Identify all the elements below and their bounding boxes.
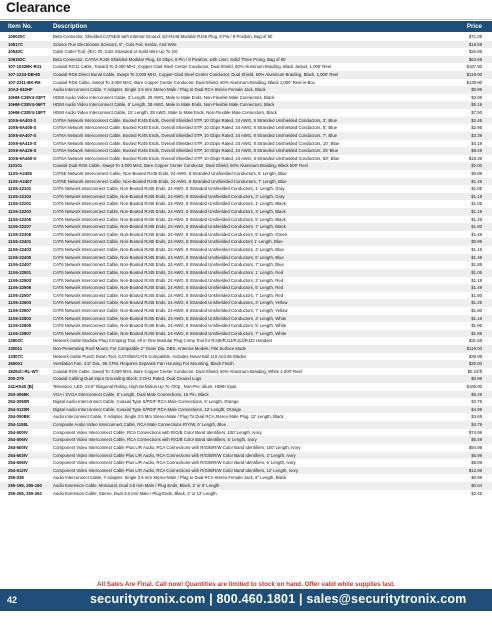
item-number: 130011: [8, 345, 23, 351]
item-number: 11X6-22305: [8, 231, 32, 237]
item-number: 11X6-22505: [8, 285, 32, 291]
item-price: $0.99: [471, 376, 482, 382]
item-number: 254-0120R: [8, 406, 30, 412]
item-number: 11X6-22603: [8, 300, 32, 306]
item-description: CAT6 Network Interconnect Cable, Non-Booted RJ45 Ends, 24 AWG, 8 Stranded Unshielded Conductors, 5' Length, Red: [53, 285, 284, 291]
table-row: [0, 330, 492, 338]
item-price: $1.89: [471, 330, 482, 336]
item-price: $119.00: [466, 345, 482, 351]
item-price: $5.49: [471, 437, 482, 443]
item-number: 254-0060R: [8, 399, 30, 405]
item-number: 254-506IV: [8, 437, 28, 443]
item-description: Component Video Interconnect Cable Plus L/R Audio, RCA Connections with R/G/B/R/W Color Band Identifiers, 12' Length, Ivory: [53, 467, 299, 473]
table-row: [0, 444, 492, 452]
table-row: [0, 48, 492, 56]
item-description: Network Cable Modular Plug Crimping Tool, All in One Modular Plug Crimp Tool for RJ45/RJ11/RJ12/RJ22 Handset: [53, 338, 273, 344]
table-row: [0, 261, 492, 269]
item-number: 11X6-22203: [8, 209, 32, 215]
item-number: 11X5-A2407: [8, 178, 32, 184]
item-number: 254-1158L: [8, 422, 29, 428]
item-number: 10X6-6A450-S: [8, 155, 37, 161]
table-row: [0, 101, 492, 109]
item-number: 11X6-22507: [8, 292, 32, 298]
item-description: Component Video Interconnect Cable, RCA Connections with R/G/B Color Band Identifiers, 100' Length, Ivory: [53, 429, 262, 435]
footer-contact: securitytronix.com | 800.460.1801 | sales@securitytronix.com: [90, 592, 467, 606]
item-description: Audio Interconnect Cable, Y Adapter, Single 3.5 Mm Stereo Male / Plug To Dual RCA Stereo Male Plug, 12' Length, Black: [53, 414, 284, 420]
table-row: [0, 155, 492, 163]
item-description: Coaxial RG11 Cable, Toward To 3,000 MHz, Copper-Clad Steel Center Conductor, Dual Shield, 60% Aluminum Braiding, Black Jacket, 1,000' Reel: [53, 64, 332, 70]
table-row: [0, 238, 492, 246]
item-number: 254-600IV: [8, 444, 28, 450]
item-number: 10X6-6A405-S: [8, 125, 37, 131]
item-description: CAT6 Network Interconnect Cable, Non-Booted RJ45 Ends, 24 AWG, 8 Stranded Unshielded Conductors, 1' Length, Black: [53, 201, 286, 207]
item-description: CAT6 Network Interconnect Cable, Non-Booted RJ45 Ends, 24 AWG, 8 Stranded Unshielded Conductors, 3' Length, Blue: [53, 247, 284, 253]
table-row: [0, 147, 492, 155]
item-price: $63.69: [468, 56, 482, 62]
table-row: [0, 360, 492, 368]
item-description: CAT6 Network Interconnect Cable, Non-Booted RJ45 Ends, 24 AWG, 8 Stranded Unshielded Conductors, 3' Length, White: [53, 315, 287, 321]
item-price: $15.39: [468, 155, 482, 161]
item-price: $2.00: [471, 163, 482, 169]
table-row: [0, 383, 492, 391]
item-description: CAT6A Network Interconnect Cable, Booted RJ45 Ends, Overall Shielded STP, 10 Gbps Rated, 24 AWG, 8 Stranded Unshielded Conductors, 10', Blue: [53, 140, 340, 146]
item-price: $94.99: [468, 444, 482, 450]
item-number: 10X6-6A410-S: [8, 140, 37, 146]
item-number: 11X6-22205: [8, 216, 32, 222]
item-description: CAT6 Network Interconnect Cable, Non-Booted RJ45 Ends, 24 AWG, 8 Stranded Unshielded Conductors 1' Length, Blue: [53, 239, 283, 245]
item-price: $4.19: [471, 140, 482, 146]
item-price: $1.19: [471, 247, 482, 253]
table-row: [0, 132, 492, 140]
item-price: $1.80: [471, 292, 482, 298]
item-description: Non-Penetrating Roof Mount, For Compatible 2" Outer Dia. DBS, Antenna Models, Flat Surface Mode: [53, 345, 247, 351]
item-price: $1.05: [471, 186, 482, 192]
item-description: CAT6 Network Interconnect Cable, Non-Booted RJ45 Ends, 24 AWG, 8 Stranded Unshielded Conductors, 7' Length, Black: [53, 224, 286, 230]
item-description: HDMI Audio Video Interconnect Cable, 6' Length, 28 AWG, Male to Male Ends, Non-Flexible Male Connectors, Black: [53, 102, 275, 108]
item-description: Digital Audio Interconnect Cable, Coaxial Type S/PDIF RCA Male Connections, 12' Length, Orange: [53, 406, 241, 412]
item-description: Coaxial Cabling Dual Input Grounding Block; 3 GHz Rated, Dual Ground Lugs: [53, 376, 202, 382]
table-row: [0, 124, 492, 132]
table-row: [0, 79, 492, 87]
item-number: 11X6-22503: [8, 277, 32, 283]
item-price: $1.19: [471, 315, 482, 321]
table-row: [0, 353, 492, 361]
item-number: 253-3068K: [8, 391, 30, 397]
item-price: $4.99: [471, 406, 482, 412]
item-price: $18.59: [468, 41, 482, 47]
table-row: [0, 208, 492, 216]
table-row: [0, 436, 492, 444]
item-price: $0.64: [471, 482, 482, 488]
item-number: 107-1234-DB-65: [8, 72, 41, 78]
item-description: Coaxial Dual RG6 Cable, Swept To 3,000 MHz, Bare Copper Center Conductor, Dual Shield, 60% Aluminum Braiding, Black 500' Reel: [53, 163, 308, 169]
item-number: 106192C: [8, 56, 26, 62]
item-description: Coaxial RG6 Cable, Swept To 3,000 MHz, Bare Copper Center Conductor, Dual Shield, 60% Aluminum Braiding, White 1,000' Reel: [53, 368, 302, 374]
item-description: CAT6A Network Interconnect Cable, Booted RJ45 Ends, Overall Shielded STP, 10 Gbps Rated, 24 AWG, 8 Stranded Unshielded Conductors, 50', Blue: [53, 155, 340, 161]
item-number: 13307C: [8, 353, 24, 359]
item-price: $185.00: [466, 384, 482, 390]
item-price: $119.00: [466, 72, 482, 78]
item-price: $2.45: [471, 490, 482, 496]
table-row: [0, 284, 492, 292]
item-description: CAT6 Network Interconnect Cable, Non-Booted RJ45 Ends, 24 AWG, 8 Stranded Unshielded Conductors, 1' Length, Red: [53, 269, 284, 275]
item-number: 10517C: [8, 41, 24, 47]
item-number: 11X6-22207: [8, 224, 32, 230]
table-row: [0, 299, 492, 307]
item-number: 107-2311-BK-R6: [8, 79, 41, 85]
header-description: Description: [53, 23, 88, 30]
item-number: 11X6-22807: [8, 330, 32, 336]
item-number: 10HM-C28V4-03FT: [8, 94, 46, 100]
item-number: 110101: [8, 163, 23, 169]
item-number: 11X6-22403: [8, 247, 32, 253]
item-number: 254-612IV: [8, 467, 28, 473]
item-description: Audio Interconnect Cable, Y Adapter, Single 3.5 mm Stereo Male / Plug to Dual RCA Stereo Female Jack, Black: [53, 87, 266, 93]
item-description: Component Video Interconnect Cable, RCA Connections with R/G/B Color Band Identifiers, 6' Length, Ivory: [53, 437, 257, 443]
item-price: $1.89: [471, 262, 482, 268]
table-row: [0, 94, 492, 102]
item-price: $1.19: [471, 277, 482, 283]
item-price: $3.79: [471, 399, 482, 405]
table-row: [0, 185, 492, 193]
item-number: 10540C: [8, 49, 24, 55]
item-number: 10HM-C28V4-15FT: [8, 110, 46, 116]
table-row: [0, 315, 492, 323]
table-row: [0, 413, 492, 421]
item-description: CAT5E Network Interconnect Cable, Non-Booted RJ45 Ends, 24 AWG, 8 Stranded Unshielded Conductors, 5' Length, Blue: [53, 170, 287, 176]
item-description: CAT6A Network Interconnect Cable, Booted RJ45 Ends, Overall Shielded STP, 10 Gbps Rated, 24 AWG, 8 Stranded Unshielded Conductors, 25' Blue: [53, 148, 339, 154]
item-number: 18294C-RL-WT: [8, 368, 39, 374]
item-number: 24LHS40 (B): [8, 384, 34, 390]
item-number: 100020C: [8, 34, 26, 39]
table-row: [0, 178, 492, 186]
item-price: $12.99: [468, 467, 482, 473]
table-header: [0, 21, 492, 32]
table-row: [0, 467, 492, 475]
item-number: 255-255, 255-262: [8, 490, 42, 496]
item-description: HDMI Audio Video Interconnect Cable, 3' Length, 28 AWG, Male to Male Ends, Non-Flexible Male Connectors, Black: [53, 94, 275, 100]
table-row: [0, 337, 492, 345]
item-description: Cabe Cutter Tool, (IEC-20, Cuts Stranded or Solid Wire Up To 2/0: [53, 49, 178, 55]
item-price: $0.99: [471, 475, 482, 481]
item-price: $0.22/ft: [467, 368, 482, 374]
table-row: [0, 109, 492, 117]
table-row: [0, 482, 492, 490]
item-price: $39.99: [468, 353, 482, 359]
table-row: [0, 391, 492, 399]
item-description: CAT6 Network Interconnect Cable, Non-Booted RJ45 Ends, 24 AWG, 8 Stranded Unshielded Conductors, 7' Length, Yellow: [53, 307, 288, 313]
table-row: [0, 86, 492, 94]
sales-notice: All Sales Are Final. Call now! Quantities are limited to stock on hand. Offer valid while supplies last.: [97, 581, 395, 588]
item-price: $1.80: [471, 307, 482, 313]
item-description: Component Video Interconnect Cable Plus L/R Audio, RCA Connections with R/G/B/R/W Color Band Identifiers, 6' Length, Ivory: [53, 460, 296, 466]
item-number: 200-279: [8, 376, 24, 382]
table-row: [0, 307, 492, 315]
table-row: [0, 170, 492, 178]
footer-bar: [0, 589, 492, 611]
item-number: 10X6-6A425-S: [8, 148, 37, 154]
item-description: Component Video Interconnect Cable Plus L/R Audio, RCA Connections with R/G/B/R/W Color Band Identifiers, 100' Length, Ivory: [53, 444, 301, 450]
item-number: 11X6-22405: [8, 254, 32, 260]
table-row: [0, 41, 492, 49]
item-price: $2.95: [471, 125, 482, 131]
item-number: 11X6-22103: [8, 193, 32, 199]
page-number: 42: [7, 595, 18, 605]
item-price: $2.45: [471, 117, 482, 123]
header-item-no: Item No.: [8, 23, 33, 30]
item-number: 255-038: [8, 475, 24, 481]
item-number: 11X6-22607: [8, 307, 32, 313]
table-row: [0, 269, 492, 277]
table-row: [0, 246, 492, 254]
item-number: 10X6-6A403-S: [8, 117, 37, 123]
item-number: 11X6-22501: [8, 269, 32, 275]
item-price: $3.69: [471, 414, 482, 420]
item-description: CAT6A Network Interconnect Cable, Booted RJ45 Ends, Overall Shielded STP, 10 Gbps Rated, 24 AWG, 8 Stranded Unshielded Conductors, 7', Blue: [53, 132, 338, 138]
item-price: $74.99: [468, 429, 482, 435]
table-row: [0, 406, 492, 414]
item-number: 11X6-22101: [8, 186, 32, 192]
table-row: [0, 200, 492, 208]
item-description: Beta Connector, Shielded CAT5E/6 with Internal Ground, EZ-RJ45 Modular RJ45 Plug, 8 Pin / 8 Position, Bag of 50: [53, 34, 273, 39]
item-price: $1.80: [471, 224, 482, 230]
item-number: 11X6-22803: [8, 315, 32, 321]
item-description: Digital Audio Interconnect Cable, Coaxial Type S/PDIF RCA Male Connections, 6' Length, Orange: [53, 399, 239, 405]
item-number: 10A3-042HF: [8, 87, 33, 93]
table-row: [0, 345, 492, 353]
table-row: [0, 140, 492, 148]
table-row: [0, 474, 492, 482]
item-description: CAT6 Network Interconnect Cable, Non-Booted RJ45 Ends, 24 AWG, 8 Stranded Unshielded Conductors, 5' Length, Black: [53, 216, 286, 222]
item-number: 11X6-22407: [8, 262, 32, 268]
table-row: [0, 277, 492, 285]
table-row: [0, 63, 492, 71]
table-row: [0, 429, 492, 437]
item-number: 107-1032BK-R11: [8, 64, 42, 70]
table-row: [0, 322, 492, 330]
table-row: [0, 33, 492, 41]
item-description: VGA / SVGA Interconnect Cable, 6' Length, Dual Male Connections, 15 Pin, Black: [53, 391, 209, 397]
item-price: $3.95: [471, 94, 482, 100]
item-price: $8.49: [471, 148, 482, 154]
table-row: [0, 398, 492, 406]
item-price: $139.90: [466, 79, 482, 85]
item-number: 12503C: [8, 338, 24, 344]
table-row: [0, 421, 492, 429]
item-description: CAT6 Network Interconnect Cable, Non-Booted RJ45 Ends, 24 AWG, 8 Stranded Unshielded Conductors, 1' Length, Gray: [53, 186, 285, 192]
table-row: [0, 490, 492, 498]
item-description: CAT6 Network Interconnect Cable, Non-Booted RJ45 Ends, 24 AWG, 8 Stranded Unshielded Conductors, 5' Length, Blue: [53, 254, 284, 260]
table-row: [0, 368, 492, 376]
item-description: CAT6 Network Interconnect Cable, Non-Booted RJ45 Ends, 24 AWG, 8 Stranded Unshielded Conductors, 7' Length, White: [53, 330, 287, 336]
table-row: [0, 117, 492, 125]
table-row: [0, 162, 492, 170]
item-number: 254-606IV: [8, 460, 28, 466]
item-description: CAT6 Network Interconnect Cable, Non-Booted RJ45 Ends, 24 AWG, 8 Stranded Unshielded Conductors, 7' Length, Blue: [53, 262, 284, 268]
item-description: Audio Interconnect Cable, Y Adapter, Single 3.5 mm Stereo Male / Plug to Dual RCA Stereo Female Jack, 6" Length, Black: [53, 475, 287, 481]
item-description: CAT6A Network Interconnect Cable, Booted RJ45 Ends, Overall Shielded STP, 10 Gbps Rated, 24 AWG, 8 Stranded Unshielded Conductors, 3', Blue: [53, 117, 338, 123]
item-description: CAT6 Network Interconnect Cable, Non-Booted RJ45 Ends, 24 AWG, 8 Stranded Unshielded Conductors, 3' Length, Gray: [53, 193, 285, 199]
item-price: $0.99: [471, 87, 482, 93]
item-description: Component Video Interconnect Cable Plus L/R Audio, RCA Connections with R/G/B/R/W Color Band Identifiers, 3' Length, Ivory: [53, 452, 296, 458]
table-row: [0, 452, 492, 460]
item-price: $1.95: [471, 323, 482, 329]
table-row: [0, 459, 492, 467]
item-description: Audio Extension Cable, Monaural, Dual 3.5 mm Male / Plug Ends, Black, 2' or 6' Length: [53, 482, 220, 488]
table-row: [0, 71, 492, 79]
item-price: $1.49: [471, 216, 482, 222]
item-description: CAT6 Network Interconnect Cable, Non-Booted RJ45 Ends, 24 AWG, 8 Stranded Unshielded Conductors, 7' Length, Red: [53, 292, 284, 298]
item-description: Beta Connector, CAT6A RJ45 Shielded Modular Plug, 10 Gbps, 8 Pin / 8 Position, with Liner, Solid Three Prong, Bag of 50: [53, 56, 286, 62]
item-description: CAT6 Network Interconnect Cable, Non-Booted RJ45 Ends, 24 AWG, 8 Stranded Unshielded Conductors, 5' Length, White: [53, 323, 287, 329]
item-price: $1.49: [471, 254, 482, 260]
table-row: [0, 231, 492, 239]
item-number: 11X5-A2405: [8, 170, 32, 176]
item-price: $26.89: [468, 49, 482, 55]
table-row: [0, 193, 492, 201]
item-price: $5.29: [471, 391, 482, 397]
item-description: CAT6 Network Interconnect Cable, Non-Booted RJ45 Ends, 24 AWG, 8 Stranded Unshielded Conductors, 3' Length, Yellow: [53, 300, 288, 306]
item-price: $187.90: [466, 64, 482, 70]
item-price: $1.05: [471, 201, 482, 207]
item-number: 10X6-6A407-S: [8, 132, 37, 138]
item-description: Coaxial RG6 Cable, Swept To 3,000 MHz, Bare Copper Center Conductor, Dual Shield, 60% Aluminum Braiding, Black 1,000' Reel-in-Box: [53, 79, 316, 85]
header-price: Price: [466, 23, 482, 30]
clearance-table: [0, 33, 492, 497]
item-price: $30.00: [468, 361, 482, 367]
item-description: CAT6 Network Interconnect Cable, Non-Booted RJ45 Ends, 24 AWG, 8 Stranded Unshielded Conductors, 3' Length, Red: [53, 277, 284, 283]
item-number: 254-050BK: [8, 414, 30, 420]
item-price: $31.59: [468, 338, 482, 344]
item-price: $71.39: [468, 34, 482, 39]
item-number: 160001: [8, 361, 23, 367]
item-price: $1.05: [471, 269, 482, 275]
item-price: $8.89: [471, 460, 482, 466]
item-price: $5.19: [471, 102, 482, 108]
table-row: [0, 223, 492, 231]
table-row: [0, 56, 492, 64]
item-price: $1.19: [471, 209, 482, 215]
item-description: Television, LED, 23.6" Diagonal Rating, High Definition Up To 720p , Non-Pro: idium, HDMI Input: [53, 384, 237, 390]
page-title: Clearance: [6, 0, 71, 15]
item-number: 254-603IV: [8, 452, 28, 458]
item-description: Scissor Run Electricians Scissors, 5", Cuts Foil, Kevlar, And Wire: [53, 41, 177, 47]
item-description: Ventilation Fan, 4.5" Dia., 95 CFM, Requires Separate Fan Housing For Mounting, Black Finish: [53, 361, 234, 367]
table-row: [0, 292, 492, 300]
item-price: $1.49: [471, 285, 482, 291]
item-description: CAT5E Network Interconnect Cable, Non-Booted RJ45 Ends, 24 AWG, 8 Stranded Unshielded Conductors, 7' Length, Blue: [53, 178, 287, 184]
item-price: $1.49: [471, 231, 482, 237]
title-divider: [0, 19, 492, 20]
item-description: CAT6 Network Interconnect Cable, Non-Booted RJ45 Ends, 24 AWG, 8 Stranded Unshielded Conductors, 5' Length, Green: [53, 231, 288, 237]
item-description: Audio Extension Cable, Stereo, Dual 3.5 mm Male / Plug Ends, Black, 2' or 12' Length: [53, 490, 217, 496]
item-description: Coaxial RG6 Direct Burial Cable, Swept To 3,000 MHz, Copper-Clad Steel Center Conductor, Dual Shield, 60% Aluminum Braiding, Black, 1,000' Reel: [53, 72, 339, 78]
item-number: 254-500IV: [8, 429, 28, 435]
item-price: $0.89: [471, 170, 482, 176]
item-price: $3.39: [471, 132, 482, 138]
item-description: Network Cable Punch Down Tool, CAT3/5E/CAT6 Compatible, Includes Nova! Bull 110 And 66 Blades: [53, 353, 247, 359]
item-description: CAT6A Network Interconnect Cable, Booted RJ45 Ends, Overall Shielded STP, 10 Gbps Rated, 24 AWG, 8 Stranded Unshielded Conductors, 5', Blue: [53, 125, 338, 131]
item-price: $1.25: [471, 300, 482, 306]
item-number: 11X6-22805: [8, 323, 32, 329]
table-row: [0, 216, 492, 224]
table-row: [0, 375, 492, 383]
item-number: 255-155, 255-160: [8, 482, 42, 488]
item-number: 10HM-C28V4-06FT: [8, 102, 46, 108]
item-description: HDMI Audio Video Interconnect Cable, 15' Length, 28 AWG, Male to Male Ends, Non-Flexible Male Connectors, Black: [53, 110, 277, 116]
item-number: 11X6-22401: [8, 239, 32, 245]
table-row: [0, 254, 492, 262]
item-description: CAT6 Network Interconnect Cable, Non-Booted RJ45 Ends, 24 AWG, 8 Stranded Unshielded Conductors, 3' Length, Black: [53, 209, 286, 215]
item-number: 11X6-22201: [8, 201, 32, 207]
item-description: Composite Audio Video Interconnect Cable, RCA Male Connections R/Y/W, 6' Length, Blue: [53, 422, 226, 428]
item-price: $7.50: [471, 110, 482, 116]
item-price: $5.99: [471, 452, 482, 458]
item-price: $0.99: [471, 239, 482, 245]
item-price: $1.49: [471, 178, 482, 184]
item-price: $4.79: [471, 422, 482, 428]
item-price: $1.19: [471, 193, 482, 199]
